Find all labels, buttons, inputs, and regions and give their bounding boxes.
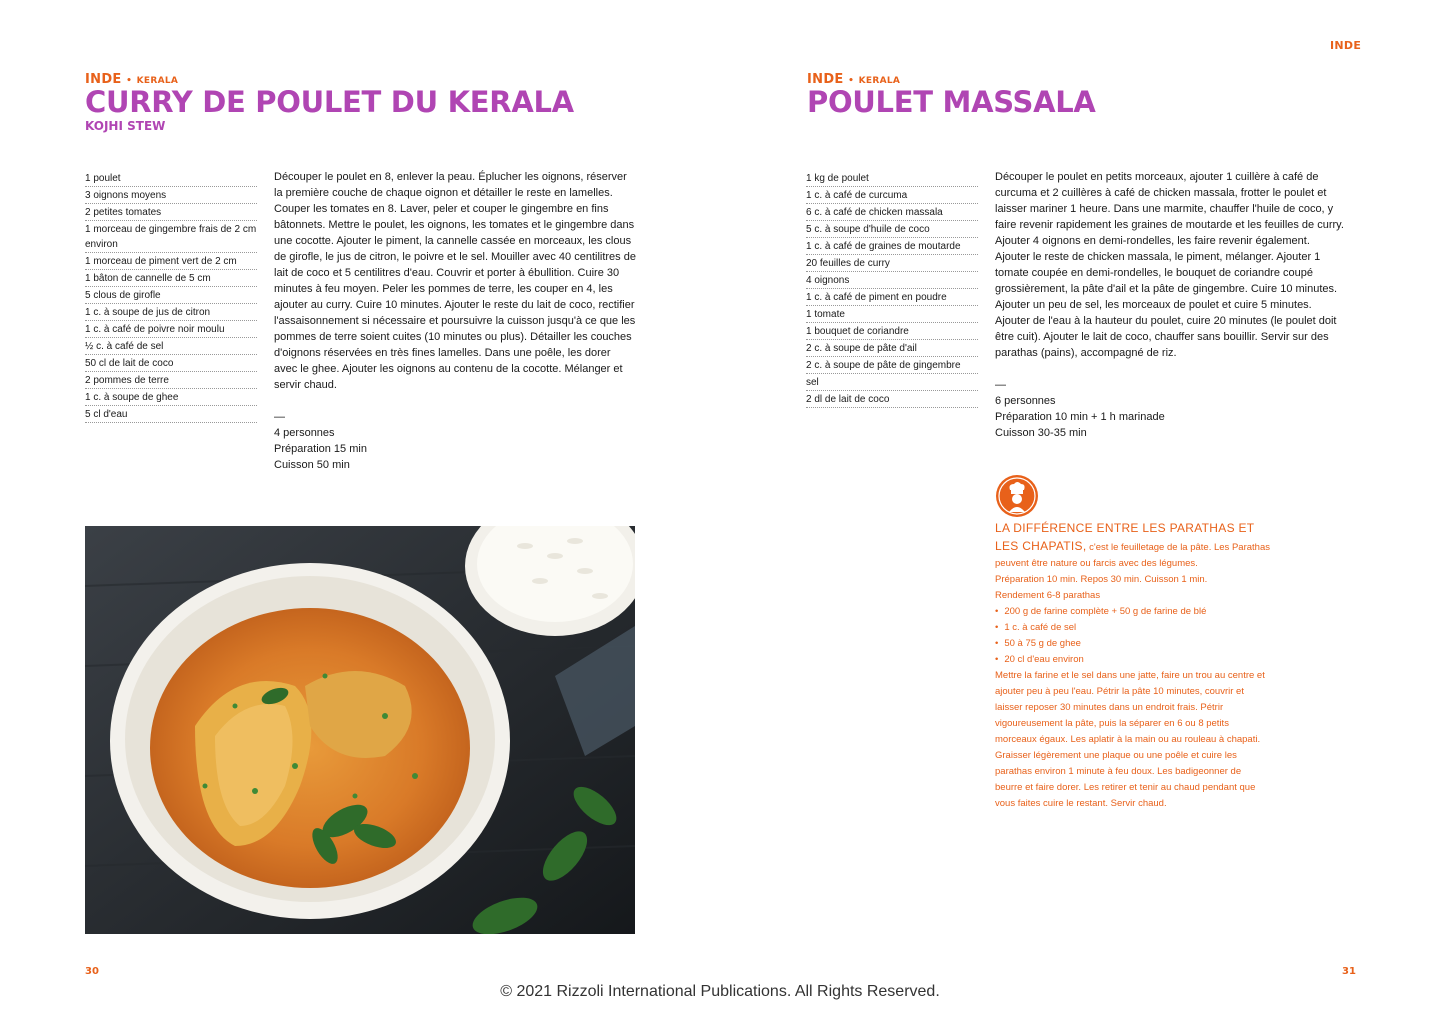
right-ingredients	[806, 170, 978, 408]
ingredient-item: 1 c. à soupe de ghee	[85, 389, 257, 406]
left-page-number: 30	[85, 966, 99, 977]
ingredient-item: 1 c. à café de curcuma	[806, 187, 978, 204]
tip-ingredient-text: 50 à 75 g de ghee	[1004, 638, 1081, 649]
right-page-number: 31	[1342, 966, 1356, 977]
tip-ingredient-item	[995, 604, 1270, 620]
ingredient-item: 5 clous de girofle	[85, 287, 257, 304]
ingredient-item: 2 dl de lait de coco	[806, 391, 978, 408]
meta-dash: —	[995, 379, 1006, 391]
left-meta	[274, 409, 636, 473]
kicker-country: INDE	[807, 72, 844, 87]
bullet: •	[995, 654, 999, 665]
tip-intro: c'est le feuilletage de la pâte. Les Parathas peuvent être nature ou farcis avec des légumes.	[995, 542, 1270, 569]
right-cook-time: Cuisson 30-35 min	[995, 427, 1087, 439]
ingredient-item: 1 poulet	[85, 170, 257, 187]
ingredient-item: 1 c. à café de piment en poudre	[806, 289, 978, 306]
kicker-region: KERALA	[858, 76, 901, 86]
tip-method: Mettre la farine et le sel dans une jatte, faire un trou au centre et ajouter peu à peu l'eau. Pétrir la pâte 10 minutes, couvrir et laisser reposer 30 minutes dans un endroit frais. Pétrir vigoureusement la pâte, puis la séparer en 6 ou 8 petits morceaux égaux. Les aplatir à la main ou au rouleau à chapati. Graisser légèrement une plaque ou une poêle et cuire les parathas environ 1 minute à feu doux. Les badigeonner de beurre et faire dorer. Les retirer et tenir au chaud pendant que vous faites cuire le restant. Servir chaud.	[995, 670, 1265, 809]
tip-ingredient-item	[995, 652, 1270, 668]
right-instructions-text: Découper le poulet en petits morceaux, ajouter 1 cuillère à café de curcuma et 2 cuillères à café de chicken massala, frotter le poulet et laisser mariner 1 heure. Dans une marmite, chauffer l'huile de coco, y faire revenir rapidement les graines de moutarde et les feuilles de curry. Ajouter 4 oignons en demi-rondelles, les faire revenir également. Ajouter le reste de chicken massala, le piment, mélanger. Ajouter 1 tomate coupée en demi-rondelles, le bouquet de coriandre coupé grossièrement, la pâte d'ail et la pâte de gingembre. Cuire 10 minutes. Ajouter un peu de sel, les morceaux de poulet et cuire 5 minutes. Ajouter de l'eau à la hauteur du poulet, cuire 20 minutes (le poulet doit être cuit). Ajouter le lait de coco, chauffer sans bouillir. Servir sur des parathas (pains), accompagné de riz.	[995, 171, 1344, 359]
ingredient-item: 1 bouquet de coriandre	[806, 323, 978, 340]
ingredient-item: 1 kg de poulet	[806, 170, 978, 187]
tip-ingredient-text: 1 c. à café de sel	[1004, 622, 1077, 633]
right-prep-time: Préparation 10 min + 1 h marinade	[995, 411, 1165, 423]
ingredient-item: 1 c. à café de poivre noir moulu	[85, 321, 257, 338]
left-prep-time: Préparation 15 min	[274, 443, 367, 455]
ingredient-item: 2 petites tomates	[85, 204, 257, 221]
tip-prep: Préparation 10 min. Repos 30 min. Cuisson 1 min.	[995, 574, 1208, 585]
left-ingredients	[85, 170, 257, 423]
tip-ingredient-text: 200 g de farine complète + 50 g de farine de blé	[1004, 606, 1207, 617]
ingredient-item: 2 c. à soupe de pâte de gingembre	[806, 357, 978, 374]
right-recipe-title: POULET MASSALA	[807, 85, 1096, 119]
right-instructions	[995, 169, 1345, 441]
bullet: •	[995, 638, 999, 649]
ingredient-item: 2 c. à soupe de pâte d'ail	[806, 340, 978, 357]
left-recipe-title: CURRY DE POULET DU KERALA	[85, 85, 574, 119]
kicker-region: KERALA	[136, 76, 179, 86]
ingredient-item: 5 c. à soupe d'huile de coco	[806, 221, 978, 238]
ingredient-item: 2 pommes de terre	[85, 372, 257, 389]
ingredient-item: 5 cl d'eau	[85, 406, 257, 423]
tip-ingredient-text: 20 cl d'eau environ	[1004, 654, 1084, 665]
meta-dash: —	[274, 411, 285, 423]
bullet: •	[995, 606, 999, 617]
copyright-notice: © 2021 Rizzoli International Publications. All Rights Reserved.	[500, 983, 940, 1000]
ingredient-item: 1 c. à café de graines de moutarde	[806, 238, 978, 255]
kicker-country: INDE	[85, 72, 122, 87]
chef-hat-icon	[995, 474, 1039, 518]
ingredient-item: 1 tomate	[806, 306, 978, 323]
ingredient-item: 1 bâton de cannelle de 5 cm	[85, 270, 257, 287]
ingredient-item: 1 morceau de piment vert de 2 cm	[85, 253, 257, 270]
left-recipe-header	[85, 72, 705, 133]
ingredient-item: 6 c. à café de chicken massala	[806, 204, 978, 221]
tip-ingredients	[995, 604, 1270, 668]
right-meta	[995, 377, 1345, 441]
section-header: INDE	[1330, 39, 1362, 52]
ingredient-item: 3 oignons moyens	[85, 187, 257, 204]
paratha-tip	[995, 520, 1270, 812]
ingredient-item: 20 feuilles de curry	[806, 255, 978, 272]
left-recipe-subtitle: KOJHI STEW	[85, 119, 166, 133]
tip-title: LA DIFFÉRENCE ENTRE LES PARATHAS ET LES CHAPATIS,	[995, 521, 1255, 553]
right-servings: 6 personnes	[995, 395, 1056, 407]
left-instructions-text: Découper le poulet en 8, enlever la peau. Éplucher les oignons, réserver la première couche de chaque oignon et détailler le reste en lamelles. Couper les tomates en 8. Laver, peler et couper le gingembre en fins bâtonnets. Mettre le poulet, les oignons, les tomates et le gingembre dans une cocotte. Ajouter le piment, la cannelle cassée en morceaux, les clous de girofle, le jus de citron, le poivre et le sel. Mouiller avec 40 centilitres de lait de coco et 5 centilitres d'eau. Couvrir et porter à ébullition. Cuire 30 minutes à feu moyen. Peler les pommes de terre, les couper en 4, les ajouter au curry. Cuire 10 minutes. Ajouter le reste du lait de coco, rectifier l'assaisonnement si nécessaire et poursuivre la cuisson jusqu'à ce que les pommes de terre soient cuites (10 minutes ou plus). Détailler les couches d'oignons réservées en très fines lamelles. Dans une poêle, les dorer avec le ghee. Ajouter les oignons au contenu de la cocotte. Mélanger et servir chaud.	[274, 171, 636, 391]
ingredient-item: ½ c. à café de sel	[85, 338, 257, 355]
ingredient-item: sel	[806, 374, 978, 391]
tip-yield: Rendement 6-8 parathas	[995, 590, 1101, 601]
bullet: •	[995, 622, 999, 633]
ingredient-item: 50 cl de lait de coco	[85, 355, 257, 372]
right-recipe-header	[807, 72, 1367, 117]
kicker-sep: •	[126, 76, 133, 86]
tip-ingredient-item	[995, 636, 1270, 652]
left-instructions	[274, 169, 636, 473]
ingredient-item: 1 morceau de gingembre frais de 2 cm environ	[85, 221, 257, 253]
tip-ingredient-item	[995, 620, 1270, 636]
left-servings: 4 personnes	[274, 427, 335, 439]
left-cook-time: Cuisson 50 min	[274, 459, 350, 471]
ingredient-item: 4 oignons	[806, 272, 978, 289]
ingredient-item: 1 c. à soupe de jus de citron	[85, 304, 257, 321]
kicker-sep: •	[848, 76, 855, 86]
dish-photo	[85, 526, 635, 934]
